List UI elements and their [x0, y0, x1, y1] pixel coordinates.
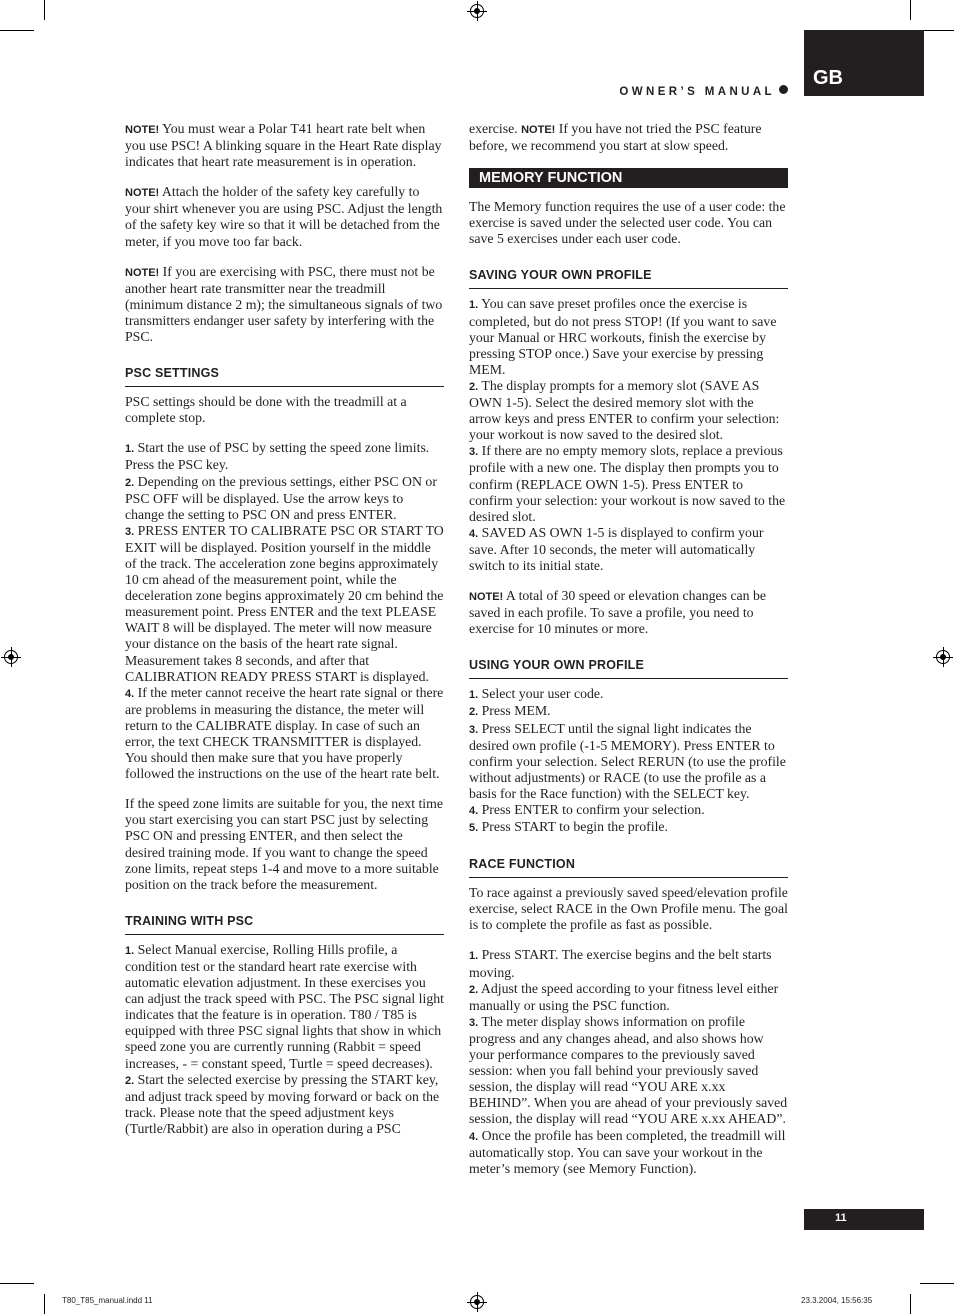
right-column — [469, 121, 788, 1177]
body-paragraph: The Memory function requires the use of a user code: the exercise is saved under the selected user code. You can save 5 exercises under each user code. — [469, 199, 786, 247]
step-item: 3. If there are no empty memory slots, replace a previous profile with a new one. The display then prompts you to confirm (REPLACE OWN 1-5). Press ENTER to confirm your selection: your workout is now saved to the desired slot. — [469, 443, 786, 524]
step-item: 3. The meter display shows information on profile progress and any changes ahead, and also shows how your performance compares to the previously saved session: when you fall behind your previously saved session, the display will read “YOU ARE x.xx BEHIND”. When you are ahead of your previously saved session, the display will read “YOU ARE x.xx AHEAD”. — [469, 1013, 788, 1127]
crop-mark — [0, 30, 34, 31]
body-paragraph: If the speed zone limits are suitable for you, the next time you start exercising you can start PSC just by selecting PSC ON and pressing ENTER, and then select the desired training mode. If you want to change the speed zone limits, repeat steps 1-4 and move to a more suitable position on the track before the measurement. — [125, 796, 443, 892]
registration-mark-icon — [936, 650, 950, 664]
step-item: 2. The display prompts for a memory slot (SAVE AS OWN 1-5). Select the desired memory slot with the arrow keys and press ENTER to confirm your selection: your workout is now saved to the desired slot. — [469, 377, 780, 443]
bullet-icon — [779, 85, 788, 94]
step-item: 2. Start the selected exercise by pressing the START key, and adjust track speed by moving forward or back on the track. Please note that the speed adjustment keys (Turtle/Rabbit) are also in operation during a PSC — [125, 1071, 440, 1136]
crop-mark — [920, 30, 954, 31]
note-paragraph: NOTE! If you are exercising with PSC, there must not be another heart rate transmitter near the treadmill (minimum distance 2 m); the simultaneous signals of two transmitters endanger user safety by interfering with the PSC. — [125, 263, 443, 345]
step-item: 1. You can save preset profiles once the exercise is completed, but do not press STOP! (If you want to save your Manual or HRC workouts, finish the exercise by pressing STOP once.) Save your exercise by pressing MEM. — [469, 296, 777, 377]
section-tab: GB — [804, 30, 924, 96]
section-heading: TRAINING WITH PSC — [125, 913, 444, 935]
left-column — [125, 121, 444, 1137]
note-paragraph: NOTE! A total of 30 speed or elevation changes can be saved in each profile. To save a profile, you need to exercise for 10 minutes or more. — [469, 588, 767, 637]
body-paragraph: PSC settings should be done with the treadmill at a complete stop. — [125, 394, 407, 426]
step-item: 4. If the meter cannot receive the heart rate signal or there are problems in measuring the distance, the meter will return to the CALIBRATE display. In case of such an error, the text CHECK TRANSMITTER is displayed. You should then make sure that you have properly followed the instructions on the use of the heart rate belt. — [125, 684, 444, 782]
model-names: T80/F T85/F — [820, 85, 921, 97]
manual-label: OWNER’S MANUAL — [619, 86, 775, 98]
step-item: 1. Select Manual exercise, Rolling Hills profile, a condition test or the standard heart rate exercise with automatic elevation adjustment. In these exercises you can adjust the track speed with PSC. The PSC signal light indicates that the feature is in operation. T80 / T85 is equipped with three PSC signal lights that show in which speed zone you are currently running (Rabbit = speed increases, - = constant speed, Turtle = speed decreases). — [125, 941, 444, 1071]
step-item: 3. PRESS ENTER TO CALIBRATE PSC OR START TO EXIT will be displayed. Position yourself in the middle of the track. The acceleration zone begins approximately 10 cm ahead of the measurement point, while the deceleration zone begins approximately 20 cm behind the measurement point. Press ENTER and the text PLEASE WAIT 8 will be displayed. The meter will now measure your distance on the basis of the heart rate signal. Measurement takes 8 seconds, and after that CALIBRATION READY PRESS START is displayed. — [125, 522, 444, 684]
step-item: 1. Press START. The exercise begins and the belt starts moving. — [469, 947, 772, 980]
slug-date: 23.3.2004, 15:56:35 — [801, 1296, 873, 1305]
step-item: 3. Press SELECT until the signal light indicates the desired own profile (-1-5 MEMORY). Press ENTER to confirm your selection. Select RERUN (to use the profile without adjustments) or RACE (to use the profile as a basis for the Race function) with the SELECT key. — [469, 720, 786, 801]
registration-mark-icon — [470, 1295, 484, 1309]
slug-file: T80_T85_manual.indd 11 — [62, 1296, 153, 1305]
registration-mark-icon — [470, 4, 484, 18]
note-paragraph: NOTE! Attach the holder of the safety key carefully to your shirt whenever you are using PSC. Adjust the length of the safety key wire so that it will be detached from the meter, if you move too far back. — [125, 184, 443, 249]
step-item: 4. SAVED AS OWN 1-5 is displayed to confirm your save. After 10 seconds, the meter will automatically switch to its initial state. — [469, 524, 764, 573]
step-item: 4. Once the profile has been completed, the treadmill will automatically stop. You can save your workout in the meter’s memory (see Memory Function). — [469, 1127, 786, 1176]
crop-mark — [0, 1283, 34, 1284]
continuation-paragraph: exercise. NOTE! If you have not tried the PSC feature before, we recommend you start at slow speed. — [469, 121, 762, 154]
memory-function-heading: MEMORY FUNCTION — [469, 168, 788, 188]
section-heading: PSC SETTINGS — [125, 365, 444, 387]
crop-mark — [44, 1294, 45, 1314]
step-item: 1. Start the use of PSC by setting the speed zone limits. Press the PSC key. — [125, 440, 430, 473]
step-item: 5. Press START to begin the profile. — [469, 819, 668, 835]
step-item: 1. Select your user code. — [469, 686, 604, 702]
section-heading: SAVING YOUR OWN PROFILE — [469, 267, 788, 289]
crop-mark — [920, 1283, 954, 1284]
body-paragraph: To race against a previously saved speed/elevation profile exercise, select RACE in the Own Profile menu. The goal is to complete the profile as fast as possible. — [469, 885, 788, 933]
crop-mark — [910, 0, 911, 20]
registration-mark-icon — [4, 650, 18, 664]
crop-mark — [910, 1294, 911, 1314]
page-number: 11 — [804, 1209, 924, 1230]
section-heading: RACE FUNCTION — [469, 856, 788, 878]
step-item: 2. Adjust the speed according to your fitness level either manually or using the PSC function. — [469, 980, 779, 1013]
crop-mark — [44, 0, 45, 20]
step-item: 2. Press MEM. — [469, 703, 551, 719]
section-heading: USING YOUR OWN PROFILE — [469, 657, 788, 679]
running-header — [619, 85, 921, 98]
step-item: 4. Press ENTER to confirm your selection. — [469, 802, 705, 817]
step-item: 2. Depending on the previous settings, either PSC ON or PSC OFF will be displayed. Use the arrow keys to change the setting to PSC ON and press ENTER. — [125, 473, 437, 522]
note-paragraph: NOTE! You must wear a Polar T41 heart rate belt when you use PSC! A blinking square in the Heart Rate display indicates that heart rate measurement is in operation. — [125, 121, 442, 170]
